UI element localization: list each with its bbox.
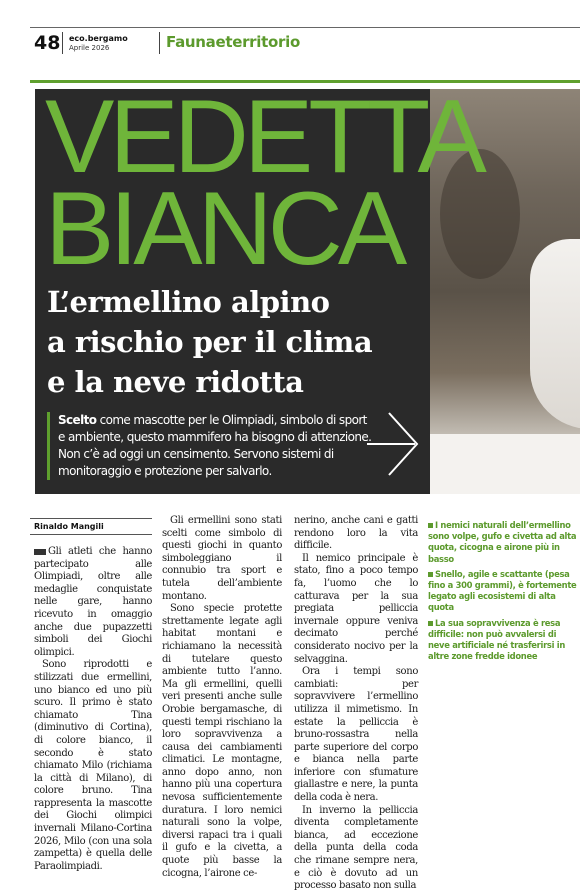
subheadline <box>47 282 427 402</box>
subhead-line: e la neve ridotta <box>47 365 304 399</box>
key-fact: La sua sopravvivenza è resa difficile: non può avvalersi di neve artificiale né trasferirsi in altre zone fredde idonee <box>428 617 566 662</box>
article-column-1 <box>34 546 152 873</box>
headline <box>45 89 482 287</box>
headline-line: VEDETTA <box>45 89 482 195</box>
arrow-right-icon <box>367 411 419 477</box>
header-divider <box>159 32 160 54</box>
key-fact: I nemici naturali dell’ermellino sono volpe, gufo e civetta ad alta quota, cicogna e airone più in basso <box>428 520 577 564</box>
article-column-3 <box>294 515 418 893</box>
bullet-square-icon <box>428 523 433 528</box>
paragraph-marker <box>34 549 46 555</box>
article-column-2 <box>162 515 282 880</box>
hero-banner <box>35 89 580 494</box>
section-rule <box>30 80 580 83</box>
subhead-line: a rischio per il clima <box>47 325 373 359</box>
key-facts-sidebar <box>428 520 580 666</box>
header-rule <box>30 27 580 28</box>
issue-date: Aprile 2026 <box>69 44 110 52</box>
bullet-square-icon <box>428 621 433 626</box>
ermine-fur <box>530 239 580 429</box>
byline: Rinaldo Mangili <box>30 518 152 535</box>
header-divider <box>62 32 63 54</box>
standfirst-text: come mascotte per le Olimpiadi, simbolo di sport e ambiente, questo mammifero ha bisogno di attenzione. Non c’è ad oggi un censimento. Servono sistemi di monitoraggio e protezione per salvarlo. <box>58 413 372 478</box>
paragraph: Ora i tempi sono cambiati: per sopravvivere l’ermellino utilizza il mimetismo. In estate la pelliccia è bruno-rossastra nella parte superiore del corpo e bianca nella parte inferiore con sfumature giallastre e nere, la punta della coda è nera. <box>294 666 418 804</box>
standfirst <box>47 412 373 480</box>
paragraph: Gli atleti che hanno partecipato alle Olimpiadi, oltre alle medaglie conquistate nelle gare, hanno ricevuto in omaggio anche due pupazzetti simboli dei Giochi olimpici. <box>34 546 152 658</box>
paragraph: Gli ermellini sono stati scelti come simbolo di questi giochi in quanto simboleggiano il connubio tra sport e tutela dell’ambiente montano. <box>162 515 282 602</box>
standfirst-lead: Scelto <box>58 413 97 427</box>
paragraph: Il nemico principale è stato, fino a poco tempo fa, l’uomo che lo catturava per la sua pregiata pelliccia invernale oppure veniva decimato perché considerato nocivo per la selvaggina. <box>294 552 418 665</box>
paragraph: Sono specie protette strettamente legate agli habitat montani e richiamano la necessità di tutelare questo ambiente tutto l’anno. Ma gli ermellini, quelli veri presenti anche sulle Orobie bergamasche, di questi tempi rischiano la loro sopravvivenza a causa dei cambiamenti climatici. Le montagne, anno dopo anno, non hanno più una copertura nevosa sufficientemente duratura. I loro nemici naturali sono la volpe, diversi rapaci tra i quali il gufo e la civetta, a quote più basse la cicogna, l’airone ce- <box>162 603 282 879</box>
paragraph: nerino, anche cani e gatti rendono loro la vita difficile. <box>294 515 418 552</box>
page-number: 48 <box>34 32 61 54</box>
key-fact: Snello, agile e scattante (pesa fino a 300 grammi), è fortemente legato agli ecosistemi di alta quota <box>428 568 577 613</box>
section-title: Faunaeterritorio <box>166 33 300 51</box>
headline-line: BIANCA <box>45 171 403 287</box>
subhead-line: L’ermellino alpino <box>47 285 330 319</box>
bullet-square-icon <box>428 572 433 577</box>
publication-name: eco.bergamo <box>69 34 128 43</box>
paragraph: In inverno la pelliccia diventa completamente bianca, ad eccezione della punta della coda che rimane sempre nera, e ciò è dovuto ad un processo basato non sulla <box>294 804 418 892</box>
paragraph: Sono riprodotti e stilizzati due ermellini, uno bianco ed uno più scuro. Il primo è stato chiamato Tina (diminutivo di Cortina), di colore bianco, il secondo è stato chiamato Milo (richiama la città di Milano), di colore bruno. Tina rappresenta la mascotte dei Giochi olimpici invernali Milano-Cortina 2026, Milo (con una sola zampetta) è quella delle Paraolimpiadi. <box>34 659 152 872</box>
